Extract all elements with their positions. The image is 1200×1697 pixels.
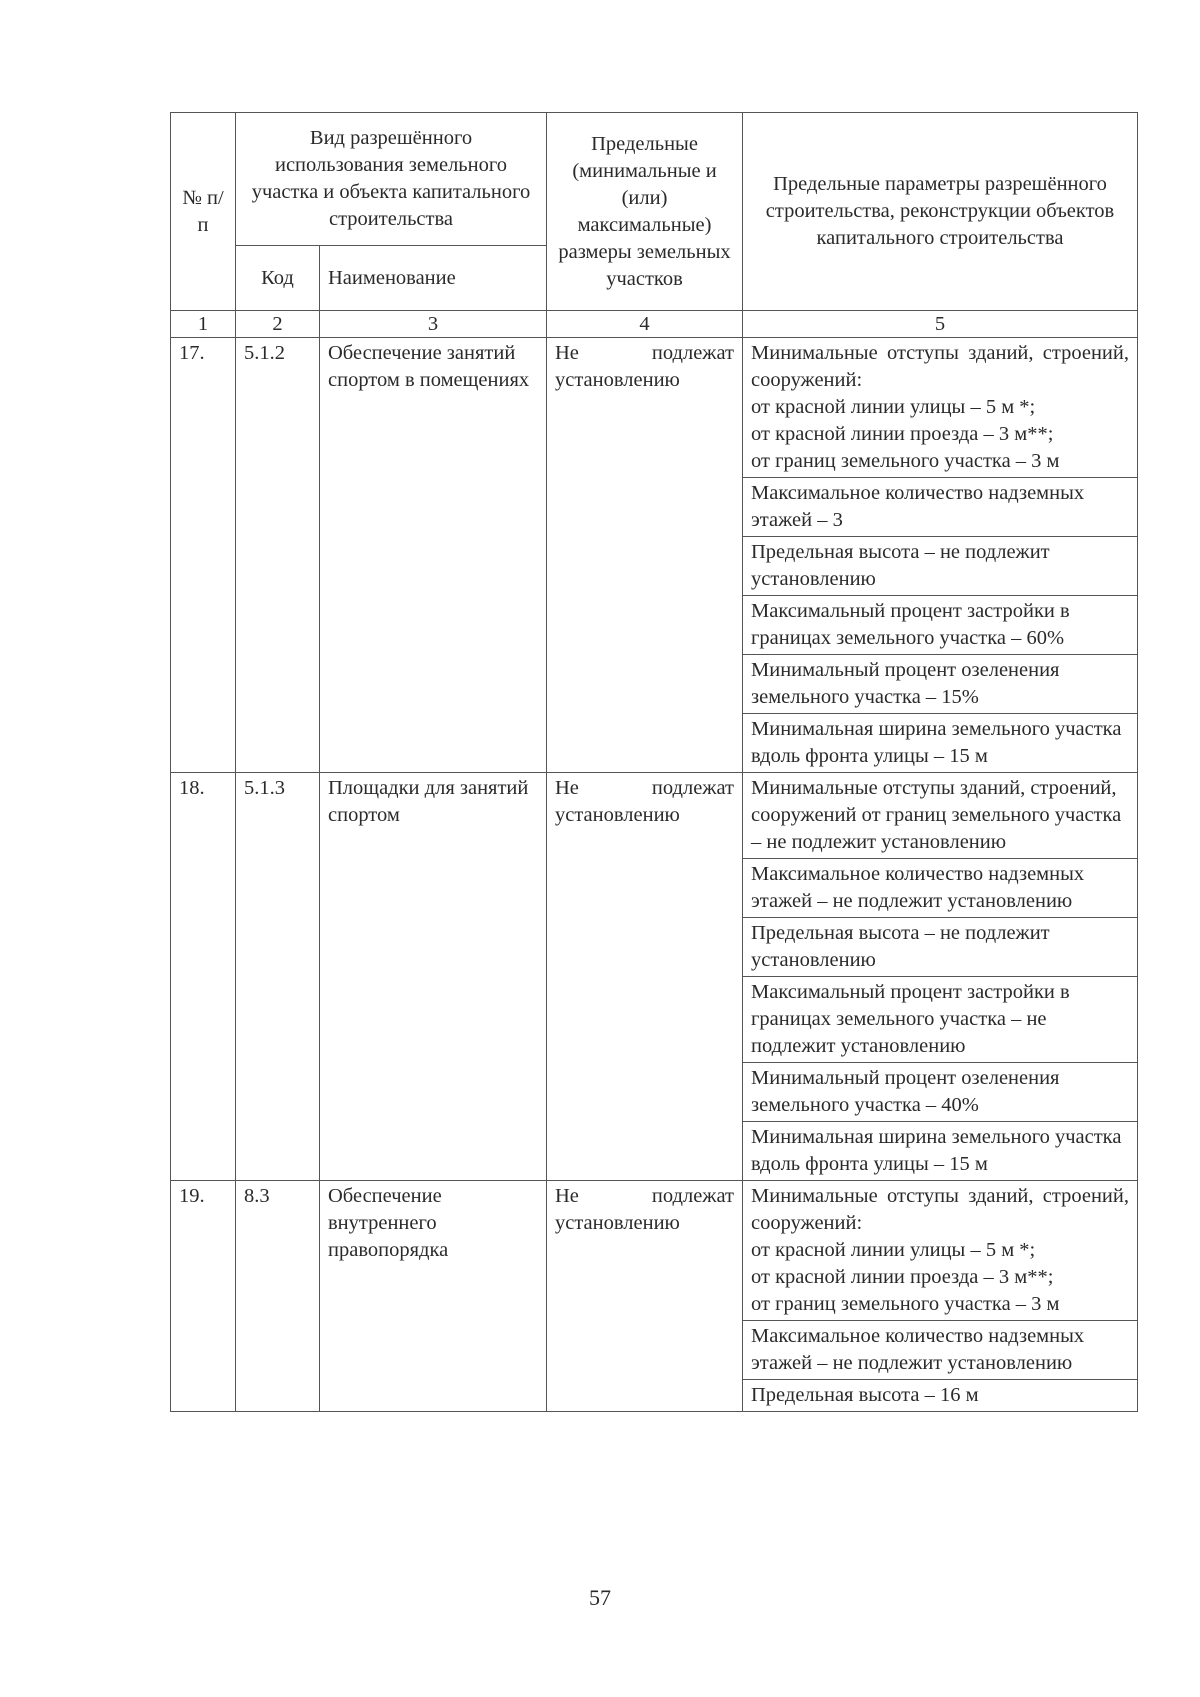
param-line: Предельная высота – не подлежит установлению xyxy=(751,922,1050,971)
param-cell xyxy=(743,977,1138,1063)
row-name: Обеспечение внутреннего правопорядка xyxy=(320,1181,547,1412)
row-code: 5.1.3 xyxy=(236,773,320,1181)
param-cell xyxy=(743,655,1138,714)
param-cell xyxy=(743,859,1138,918)
param-cell xyxy=(743,537,1138,596)
col-number: 5 xyxy=(743,311,1138,338)
row-code: 8.3 xyxy=(236,1181,320,1412)
param-line: Минимальная ширина земельного участка вдоль фронта улицы – 15 м xyxy=(751,1126,1122,1175)
col-number: 1 xyxy=(171,311,236,338)
row-number: 17. xyxy=(171,338,236,773)
page-number: 57 xyxy=(589,1585,611,1610)
param-cell xyxy=(743,918,1138,977)
param-line: от красной линии проезда – 3 м**; xyxy=(751,1266,1054,1288)
row-number: 18. xyxy=(171,773,236,1181)
param-cell xyxy=(743,1063,1138,1122)
row-size: Не подлежат установлению xyxy=(547,338,743,773)
header-kod: Код xyxy=(236,246,320,311)
param-cell xyxy=(743,1380,1138,1412)
header-num: № п/п xyxy=(171,113,236,311)
table-row xyxy=(171,338,1138,478)
header-params: Предельные параметры разрешённого строительства, реконструкции объектов капитального строительства xyxy=(743,113,1138,311)
param-cell xyxy=(743,1321,1138,1380)
regulations-table xyxy=(170,112,1138,1412)
col-number: 4 xyxy=(547,311,743,338)
header-vid: Вид разрешённого использования земельного участка и объекта капитального строительства xyxy=(236,113,547,246)
column-number-row xyxy=(171,311,1138,338)
param-line: Минимальные отступы зданий, строений, сооружений от границ земельного участка – не подлежит установлению xyxy=(751,777,1122,853)
param-cell xyxy=(743,773,1138,859)
row-number: 19. xyxy=(171,1181,236,1412)
param-line: от границ земельного участка – 3 м xyxy=(751,1293,1060,1315)
param-line: Максимальный процент застройки в границах земельного участка – 60% xyxy=(751,600,1070,649)
param-line: Максимальное количество надземных этажей – не подлежит установлению xyxy=(751,863,1085,912)
param-line: Максимальный процент застройки в границах земельного участка – не подлежит установлению xyxy=(751,981,1070,1057)
header-row xyxy=(171,113,1138,246)
col-number: 3 xyxy=(320,311,547,338)
table-row xyxy=(171,773,1138,859)
row-name: Площадки для занятий спортом xyxy=(320,773,547,1181)
row-size: Не подлежат установлению xyxy=(547,1181,743,1412)
header-naim: Наименование xyxy=(320,246,547,311)
param-line: Минимальный процент озеленения земельного участка – 15% xyxy=(751,659,1060,708)
param-cell xyxy=(743,478,1138,537)
param-cell xyxy=(743,338,1138,478)
param-line: Минимальная ширина земельного участка вдоль фронта улицы – 15 м xyxy=(751,718,1122,767)
param-cell xyxy=(743,1122,1138,1181)
param-line: Минимальные отступы зданий, строений, сооружений: xyxy=(751,1185,1129,1234)
row-code: 5.1.2 xyxy=(236,338,320,773)
param-line: от границ земельного участка – 3 м xyxy=(751,450,1060,472)
param-line: Минимальный процент озеленения земельного участка – 40% xyxy=(751,1067,1060,1116)
row-name: Обеспечение занятий спортом в помещениях xyxy=(320,338,547,773)
param-line: Минимальные отступы зданий, строений, сооружений: xyxy=(751,342,1129,391)
param-line: от красной линии улицы – 5 м *; xyxy=(751,396,1036,418)
row-size: Не подлежат установлению xyxy=(547,773,743,1181)
param-line: от красной линии проезда – 3 м**; xyxy=(751,423,1054,445)
header-razmery: Предельные (минимальные и (или) максимальные) размеры земельных участков xyxy=(547,113,743,311)
param-cell xyxy=(743,714,1138,773)
param-line: Максимальное количество надземных этажей – 3 xyxy=(751,482,1085,531)
param-cell xyxy=(743,1181,1138,1321)
param-line: от красной линии улицы – 5 м *; xyxy=(751,1239,1036,1261)
param-line: Предельная высота – 16 м xyxy=(751,1384,979,1406)
param-cell xyxy=(743,596,1138,655)
col-number: 2 xyxy=(236,311,320,338)
param-line: Максимальное количество надземных этажей – не подлежит установлению xyxy=(751,1325,1085,1374)
param-line: Предельная высота – не подлежит установлению xyxy=(751,541,1050,590)
table-row xyxy=(171,1181,1138,1321)
